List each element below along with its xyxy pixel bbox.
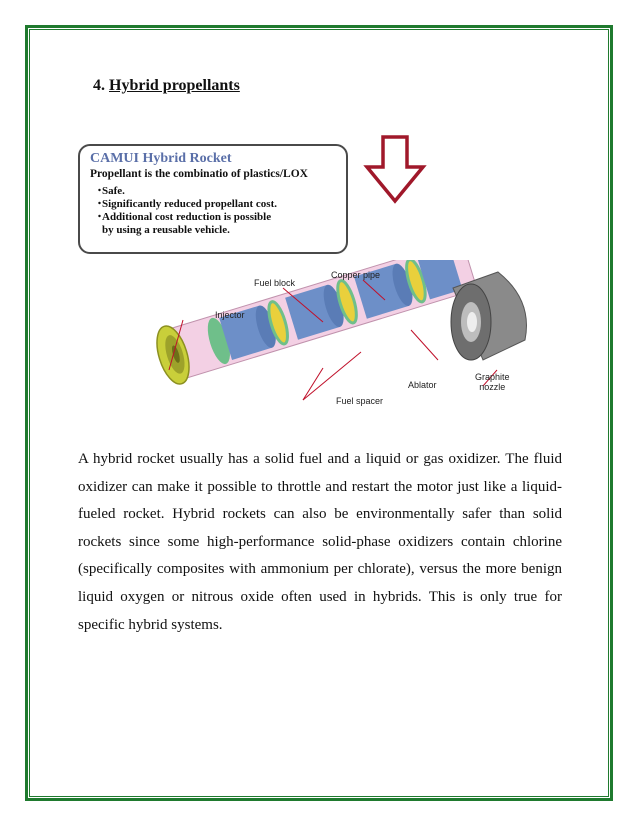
- callout-title: CAMUI Hybrid Rocket: [90, 151, 232, 166]
- graphite-nozzle: [451, 272, 526, 360]
- callout-subtitle: Propellant is the combinatio of plastics/LOX: [90, 168, 308, 180]
- label-graphite-nozzle: Graphite nozzle: [475, 372, 510, 392]
- callout-bullet-list: [94, 185, 336, 237]
- callout-bullet-continuation: by using a reusable vehicle.: [102, 224, 230, 236]
- label-injector: Injector: [215, 310, 245, 320]
- callout-box: [78, 144, 348, 254]
- callout-bullet: ・Safe.: [94, 185, 125, 197]
- body-paragraph: A hybrid rocket usually has a solid fuel and a liquid or gas oxidizer. The fluid oxidizer can make it possible to throttle and restart the motor just like a liquid-fueled rocket. Hybrid rockets can also be environmentally safer than solid rockets since some high-performance solid-phase oxidizers contain chlorine (specifically composites with ammonium per chlorate), versus the more benign liquid oxygen or nitrous oxide often used in hybrids. This is only true for specific hybrid systems.: [78, 451, 562, 633]
- section-title: Hybrid propellants: [109, 77, 240, 94]
- section-heading: [93, 77, 240, 95]
- callout-bullet: ・Significantly reduced propellant cost.: [94, 198, 277, 210]
- section-number: 4.: [93, 77, 105, 94]
- down-arrow-icon: [363, 135, 427, 205]
- label-copper-pipe: Copper pipe: [331, 270, 381, 280]
- callout-bullet: ・Additional cost reduction is possible: [94, 211, 272, 223]
- label-ablator: Ablator: [408, 380, 437, 390]
- label-fuel-spacer: Fuel spacer: [336, 396, 384, 406]
- rocket-figure: [78, 132, 558, 422]
- label-fuel-block: Fuel block: [254, 278, 296, 288]
